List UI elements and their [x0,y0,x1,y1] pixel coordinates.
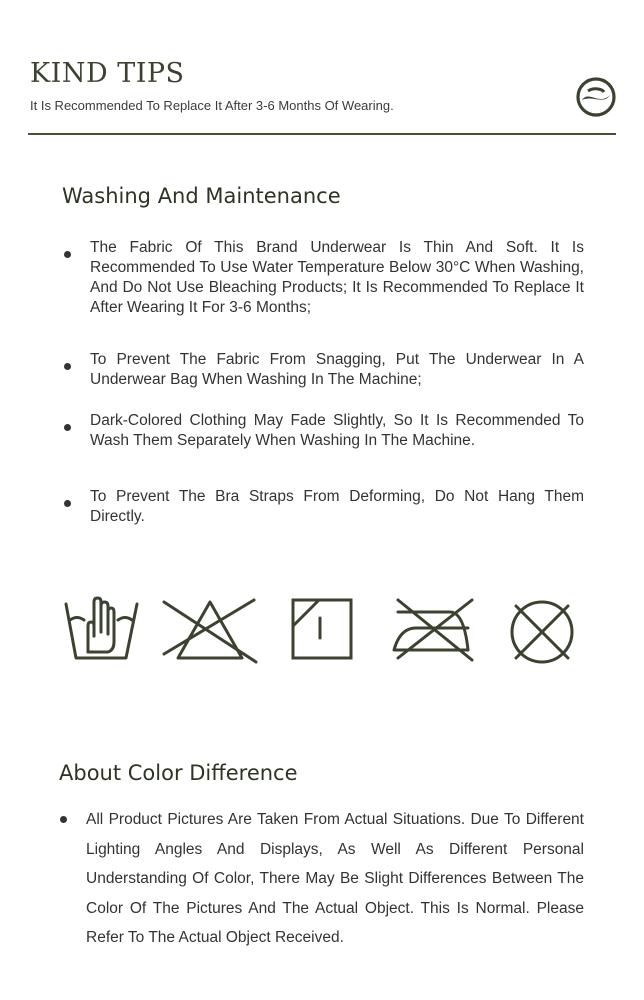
do-not-bleach-icon [160,592,260,664]
do-not-iron-icon [390,592,476,664]
list-item-text: To Prevent The Fabric From Snagging, Put The Underwear In A Underwear Bag When Washing In The Machine; [90,351,584,388]
list-item-text: Dark-Colored Clothing May Fade Slightly, So It Is Recommended To Wash Them Separately When Washing In The Machine. [90,412,584,449]
care-icons [60,592,590,672]
header-divider [28,133,616,135]
bullet [64,251,71,258]
page-subtitle: It Is Recommended To Replace It After 3-6 Months Of Wearing. [30,98,394,113]
washing-section-title: Washing And Maintenance [62,184,341,208]
list-item-text: To Prevent The Bra Straps From Deforming, Do Not Hang Them Directly. [90,488,584,525]
hand-wash-icon [60,592,142,664]
color-section-title: About Color Difference [59,761,298,785]
bullet [60,816,67,823]
list-item-text: All Product Pictures Are Taken From Actual Situations. Due To Different Lighting Angles And Displays, As Well As Different Personal Understanding Of Color, There May Be Slight Differences Between The Color Of The Pictures And The Actual Object. This Is Normal. Please Refer To The Actual Object Received. [86,811,584,946]
page-title: KIND TIPS [30,58,185,89]
brand-s-logo-icon [574,75,618,119]
list-item-text: The Fabric Of This Brand Underwear Is Thin And Soft. It Is Recommended To Use Water Temperature Below 30°C When Washing, And Do Not Use Bleaching Products; It Is Recommended To Replace It After Wearing It For 3-6 Months; [90,239,584,316]
bullet [64,500,71,507]
hang-dry-icon [290,592,354,662]
bullet [64,424,71,431]
do-not-tumble-dry-icon [502,592,582,664]
bullet [64,363,71,370]
